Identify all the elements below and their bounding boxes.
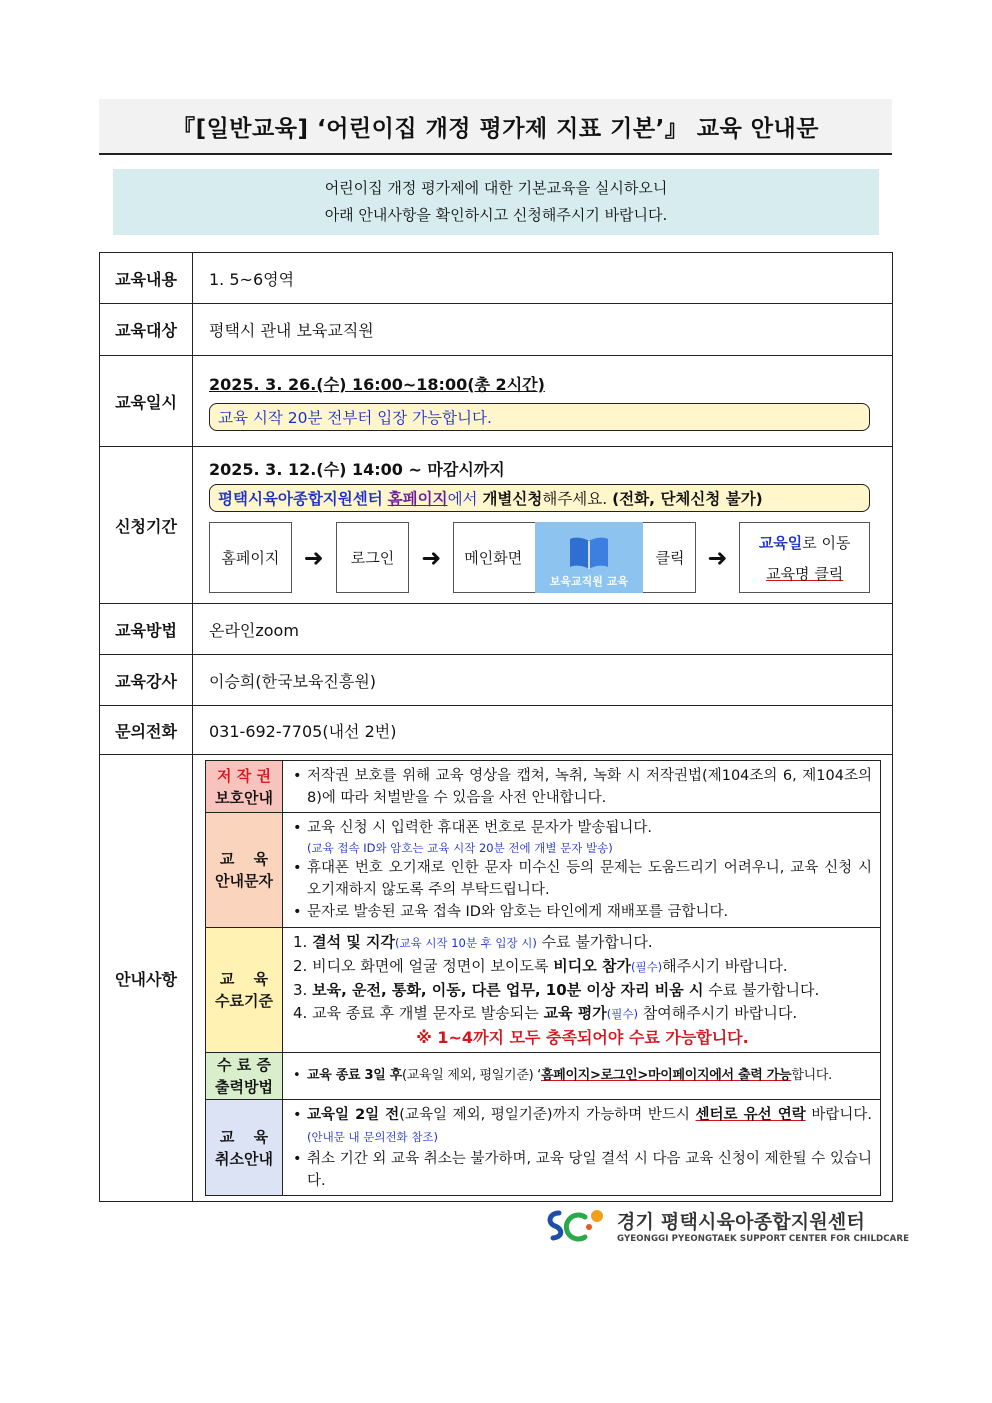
row-target <box>100 304 893 356</box>
criteria-4: 4. 교육 종료 후 개별 문자로 발송되는 교육 평가(필수) 참여해주시기 바랍니다. <box>293 1004 798 1022</box>
label-apply: 신청기간 <box>100 447 193 604</box>
label-method: 교육방법 <box>100 604 193 655</box>
center-logo-icon <box>545 1205 611 1245</box>
note-label-line: 교 육 <box>219 970 269 988</box>
note-label-line: 수 료 증 <box>217 1056 271 1074</box>
note-label-line: 보호안내 <box>215 788 273 807</box>
value-datetime <box>193 356 893 447</box>
book-icon <box>567 533 611 573</box>
value-phone: 031-692-7705(내선 2번) <box>193 706 893 755</box>
apply-note-mid2: 해주세요. <box>542 490 608 508</box>
value-apply <box>193 447 893 604</box>
entry-note: 교육 시작 20분 전부터 입장 가능합니다. <box>209 403 870 431</box>
footer-name-kr: 경기 평택시육아종합지원센터 <box>617 1210 866 1233</box>
note-content-criteria <box>283 928 881 1053</box>
intro-line: 아래 안내사항을 확인하시고 신청해주시기 바랍니다. <box>324 206 668 224</box>
sms-text-1: 교육 신청 시 입력한 휴대폰 번호로 문자가 발송됩니다. <box>307 820 653 836</box>
note-label-criteria <box>206 928 283 1053</box>
intro-box <box>113 169 879 235</box>
value-guide <box>193 755 893 1202</box>
apply-note <box>209 484 870 512</box>
notes-table <box>205 760 881 1196</box>
note-label-line: 안내문자 <box>215 872 273 890</box>
row-instructor <box>100 655 893 706</box>
value-target: 평택시 관내 보육교직원 <box>193 304 893 356</box>
criteria-3: 3. 보육, 운전, 통화, 이동, 다른 업무, 10분 이상 자리 비움 시 수료 불가합니다. <box>293 981 820 999</box>
arrow-icon: ➜ <box>421 543 442 572</box>
note-sms <box>206 813 881 928</box>
label-content: 교육내용 <box>100 253 193 304</box>
note-criteria <box>206 928 881 1053</box>
sms-text-2: 휴대폰 번호 오기재로 인한 문자 미수신 등의 문제는 도움드리기 어려우니, 교육 신청 시 오기재하지 않도록 주의 부탁드립니다. <box>307 860 872 898</box>
note-certificate <box>206 1053 881 1100</box>
label-phone: 문의전화 <box>100 706 193 755</box>
sms-text-small: (교육 접속 ID와 암호는 교육 시작 20분 전에 개별 문자 발송) <box>307 841 613 855</box>
note-content-sms: • 교육 신청 시 입력한 휴대폰 번호로 문자가 발송됩니다. (교육 접속 ID와 암호는 교육 시작 20분 전에 개별 문자 발송) • 휴대폰 번호 오기재로 인한 문자 미수신 등의 문제는 도움드리기 어려우니, 교육 신청 시 오기재하지 않도록 주의 부탁드립니다. • 문자로 발송된 교육 접속 ID와 암호는 타인에게 재배포를 금합니다. <box>283 813 881 928</box>
homepage-text: 홈페이지 <box>387 490 448 508</box>
footer-name-en: GYEONGGI PYEONGTAEK SUPPORT CENTER FOR CHILDCARE <box>617 1233 910 1244</box>
row-content <box>100 253 893 304</box>
note-cancel <box>206 1100 881 1196</box>
row-datetime <box>100 356 893 447</box>
intro-line: 어린이집 개정 평가제에 대한 기본교육을 실시하오니 <box>324 179 668 197</box>
individual-text: 개별신청 <box>482 490 543 508</box>
note-content-copyright: • 저작권 보호를 위해 교육 영상을 캡쳐, 녹취, 녹화 시 저작권법(제104조의 6, 제104조의 8)에 따라 처벌받을 수 있음을 사전 안내합니다. <box>283 761 881 813</box>
copyright-text: 저작권 보호를 위해 교육 영상을 캡쳐, 녹취, 녹화 시 저작권법(제104조의 6, 제104조의 8)에 따라 처벌받을 수 있음을 사전 안내합니다. <box>307 767 872 806</box>
cancel-text-2: 취소 기간 외 교육 취소는 불가하며, 교육 당일 결석 시 다음 교육 신청이 제한될 수 있습니다. <box>307 1150 872 1189</box>
footer-text <box>617 1207 909 1244</box>
note-label-certificate <box>206 1053 283 1100</box>
row-apply <box>100 447 893 604</box>
label-guide: 안내사항 <box>100 755 193 1202</box>
arrow-icon: ➜ <box>707 543 728 572</box>
label-target: 교육대상 <box>100 304 193 356</box>
arrow-icon: ➜ <box>303 543 324 572</box>
apply-flow <box>209 522 870 593</box>
step-click-label: 클릭 <box>655 549 685 567</box>
note-label-line: 교 육 <box>219 850 269 868</box>
page-title: 『[일반교육] ‘어린이집 개정 평가제 지표 기본’』 교육 안내문 <box>172 115 819 142</box>
title-banner <box>99 99 892 155</box>
label-datetime: 교육일시 <box>100 356 193 447</box>
row-method <box>100 604 893 655</box>
note-label-line: 교 육 <box>219 1127 269 1146</box>
sms-text-3: 문자로 발송된 교육 접속 ID와 암호는 타인에게 재배포를 금합니다. <box>307 904 729 920</box>
book-banner <box>535 522 643 593</box>
apply-period: 2025. 3. 12.(수) 14:00 ~ 마감시까지 <box>209 460 505 479</box>
note-label-copyright <box>206 761 283 813</box>
step-main <box>453 522 695 593</box>
step-course-click: 교육명 클릭 <box>766 564 844 583</box>
note-content-certificate: • 교육 종료 3일 후(교육일 제외, 평일기준) ‘홈페이지>로그인>마이페이지에서 출력 가능합니다. <box>283 1053 881 1100</box>
apply-note-end: (전화, 단체신청 불가) <box>612 490 763 508</box>
step-course-move: 로 이동 <box>802 533 851 552</box>
value-instructor: 이승희(한국보육진흥원) <box>193 655 893 706</box>
step-main-label: 메인화면 <box>464 549 523 567</box>
criteria-2: 2. 비디오 화면에 얼굴 정면이 보이도록 비디오 참가(필수)해주시기 바랍니다. <box>293 957 788 975</box>
note-content-cancel: • 교육일 2일 전(교육일 제외, 평일기준)까지 가능하며 반드시 센터로 유선 연락 바랍니다. (안내문 내 문의전화 참조) • 취소 기간 외 교육 취소는 불가하며, 교육 당일 결석 시 다음 교육 신청이 제한될 수 있습니다. <box>283 1100 881 1196</box>
apply-note-mid: 에서 <box>447 490 478 508</box>
row-phone <box>100 706 893 755</box>
note-label-line: 수료기준 <box>215 992 273 1010</box>
datetime-value: 2025. 3. 26.(수) 16:00~18:00(총 2시간) <box>209 374 545 394</box>
footer-logo <box>545 1205 909 1245</box>
note-label-line: 취소안내 <box>215 1149 273 1168</box>
note-label-sms <box>206 813 283 928</box>
step-homepage: 홈페이지 <box>209 522 292 593</box>
center-name: 평택시육아종합지원센터 <box>218 490 383 508</box>
value-method: 온라인zoom <box>193 604 893 655</box>
step-course <box>739 522 870 593</box>
step-course-day: 교육일 <box>758 533 803 552</box>
criteria-warning: ※ 1~4까지 모두 충족되어야 수료 가능합니다. <box>416 1028 749 1047</box>
info-table <box>99 252 893 1202</box>
label-instructor: 교육강사 <box>100 655 193 706</box>
value-content: 1. 5~6영역 <box>193 253 893 304</box>
book-label: 보육교직원 교육 <box>549 575 628 588</box>
criteria-1: 1. 결석 및 지각(교육 시작 10분 후 입장 시) 수료 불가합니다. <box>293 933 653 951</box>
note-label-line: 저 작 권 <box>217 766 271 785</box>
step-login: 로그인 <box>336 522 410 593</box>
note-copyright <box>206 761 881 813</box>
note-label-line: 출력방법 <box>215 1078 273 1096</box>
note-label-cancel <box>206 1100 283 1196</box>
row-guide <box>100 755 893 1202</box>
